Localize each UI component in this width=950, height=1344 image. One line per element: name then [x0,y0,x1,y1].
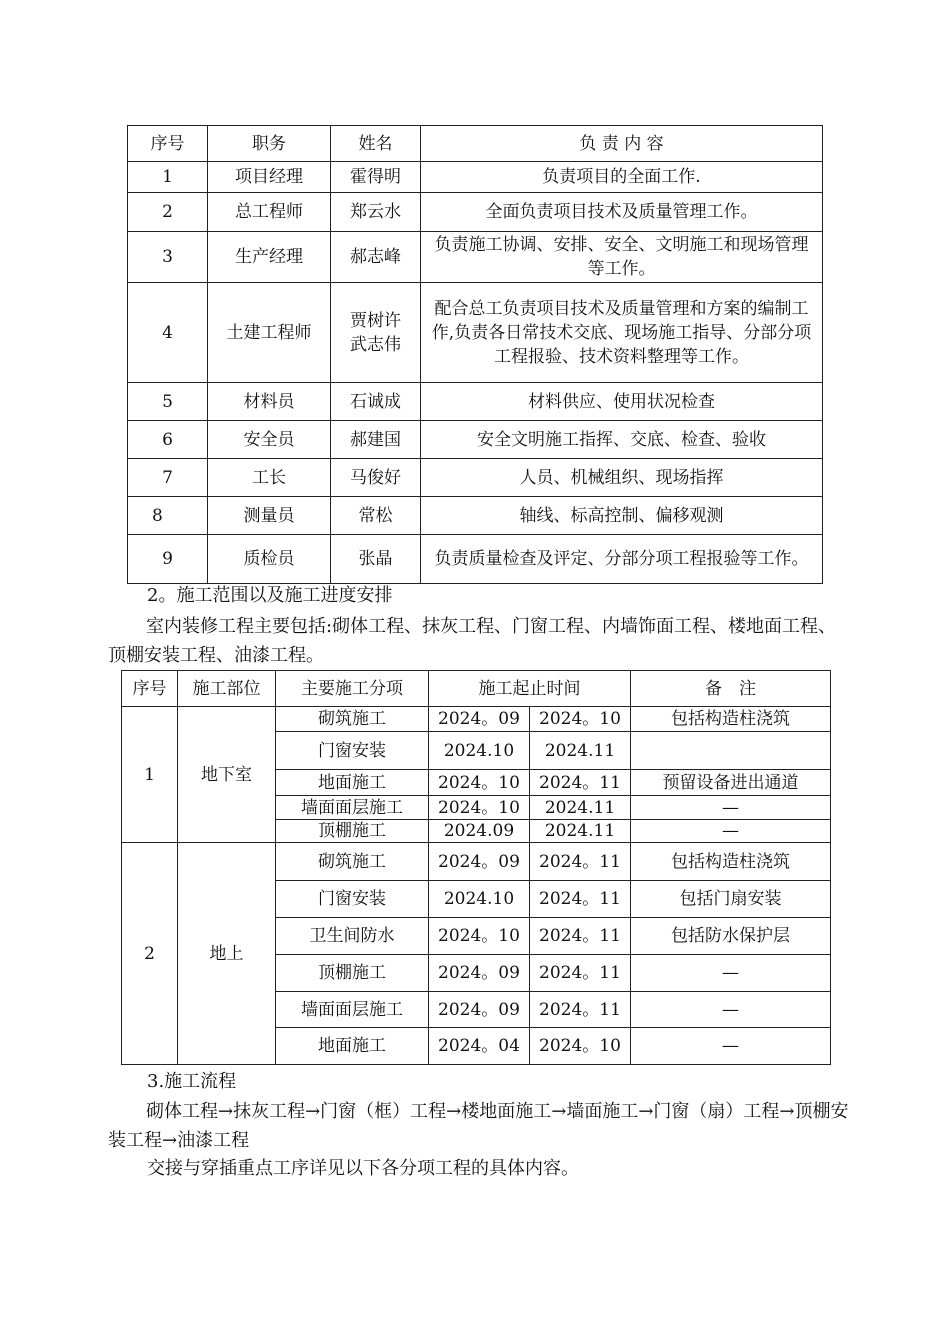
schedule-note: 包括门扇安装 [631,881,831,918]
staff-duty: 材料供应、使用状况检查 [421,383,823,421]
staff-header-row [128,126,823,162]
schedule-item: 砌筑施工 [276,707,429,732]
schedule-group-part: 地上 [178,843,276,1065]
schedule-group-part: 地下室 [178,707,276,843]
schedule-item: 墙面面层施工 [276,796,429,820]
schedule-item: 门窗安装 [276,881,429,918]
schedule-end: 2024。10 [530,1028,631,1065]
section3-heading: 3.施工流程 [147,1071,237,1092]
schedule-header-cell: 备 注 [631,671,831,707]
schedule-start: 2024.09 [429,820,530,843]
staff-name: 石诚成 [331,383,421,421]
schedule-note: 包括构造柱浇筑 [631,707,831,732]
staff-header-cell: 序号 [128,126,208,162]
staff-duty: 全面负责项目技术及质量管理工作。 [421,193,823,232]
staff-no: 1 [128,162,208,193]
staff-duty: 轴线、标高控制、偏移观测 [421,497,823,535]
staff-header-cell: 职务 [208,126,331,162]
staff-role: 质检员 [208,535,331,584]
table-row [128,497,823,535]
schedule-end: 2024。10 [530,707,631,732]
schedule-item: 地面施工 [276,770,429,796]
table-row [128,459,823,497]
staff-name: 常松 [331,497,421,535]
schedule-note: — [631,1028,831,1065]
schedule-note [631,732,831,770]
schedule-group-no: 2 [122,843,178,1065]
schedule-item: 砌筑施工 [276,843,429,881]
staff-name: 贾树许 武志伟 [331,283,421,383]
section3-note: 交接与穿插重点工序详见以下各分项工程的具体内容。 [147,1158,579,1179]
staff-duty: 负责项目的全面工作. [421,162,823,193]
schedule-group-no: 1 [122,707,178,843]
staff-role: 生产经理 [208,232,331,283]
schedule-note: — [631,820,831,843]
staff-no: 3 [128,232,208,283]
staff-no: 2 [128,193,208,232]
table-row [128,193,823,232]
staff-role: 工长 [208,459,331,497]
schedule-start: 2024。04 [429,1028,530,1065]
table-row [128,283,823,383]
schedule-note: 包括防水保护层 [631,918,831,955]
staff-name: 郝建国 [331,421,421,459]
staff-name: 马俊好 [331,459,421,497]
staff-no: 9 [128,535,208,584]
staff-duty: 负责施工协调、安排、安全、文明施工和现场管理等工作。 [421,232,823,283]
schedule-note: — [631,955,831,992]
table-row [128,162,823,193]
table-row [128,535,823,584]
staff-duty: 人员、机械组织、现场指挥 [421,459,823,497]
schedule-end: 2024。11 [530,770,631,796]
staff-duty: 配合总工负责项目技术及质量管理和方案的编制工作,负责各日常技术交底、现场施工指导、分部分项工程报验、技术资料整理等工作。 [421,283,823,383]
schedule-note: — [631,992,831,1028]
schedule-start: 2024.10 [429,732,530,770]
staff-no: 4 [128,283,208,383]
schedule-item: 地面施工 [276,1028,429,1065]
schedule-end: 2024。11 [530,843,631,881]
schedule-start: 2024.10 [429,881,530,918]
staff-role: 测量员 [208,497,331,535]
staff-role: 土建工程师 [208,283,331,383]
schedule-start: 2024。10 [429,918,530,955]
table-row [122,843,831,881]
schedule-start: 2024。09 [429,955,530,992]
staff-no: 5 [128,383,208,421]
staff-role: 总工程师 [208,193,331,232]
schedule-header-cell: 序号 [122,671,178,707]
schedule-start: 2024。09 [429,707,530,732]
construction-schedule-table [121,670,831,1065]
schedule-start: 2024。09 [429,992,530,1028]
schedule-item: 顶棚施工 [276,955,429,992]
schedule-start: 2024。10 [429,796,530,820]
schedule-header-cell: 施工起止时间 [429,671,631,707]
schedule-header-cell: 主要施工分项 [276,671,429,707]
section2-paragraph: 室内装修工程主要包括:砌体工程、抹灰工程、门窗工程、内墙饰面工程、楼地面工程、顶棚安装工程、油漆工程。 [108,616,837,666]
staff-duty: 安全文明施工指挥、交底、检查、验收 [421,421,823,459]
staff-role: 安全员 [208,421,331,459]
schedule-note: 预留设备进出通道 [631,770,831,796]
schedule-note: 包括构造柱浇筑 [631,843,831,881]
schedule-item: 门窗安装 [276,732,429,770]
schedule-item: 卫生间防水 [276,918,429,955]
schedule-item: 顶棚施工 [276,820,429,843]
schedule-start: 2024。09 [429,843,530,881]
schedule-header-row [122,671,831,707]
schedule-header-cell: 施工部位 [178,671,276,707]
staff-no: 7 [128,459,208,497]
schedule-end: 2024。11 [530,918,631,955]
staff-header-cell: 姓名 [331,126,421,162]
staff-no: 8 [128,497,208,535]
table-row [122,707,831,732]
schedule-end: 2024.11 [530,732,631,770]
schedule-end: 2024。11 [530,881,631,918]
staff-role: 项目经理 [208,162,331,193]
staff-responsibility-table [127,125,823,584]
staff-role: 材料员 [208,383,331,421]
schedule-end: 2024。11 [530,992,631,1028]
staff-name: 郑云水 [331,193,421,232]
staff-name: 张晶 [331,535,421,584]
schedule-item: 墙面面层施工 [276,992,429,1028]
schedule-end: 2024.11 [530,820,631,843]
staff-no: 6 [128,421,208,459]
process-flow-text: 砌体工程→抹灰工程→门窗（框）工程→楼地面施工→墙面施工→门窗（扇）工程→顶棚安装工程→油漆工程 [108,1101,849,1151]
schedule-end: 2024.11 [530,796,631,820]
table-row [128,421,823,459]
schedule-note: — [631,796,831,820]
section2-heading: 2。施工范围以及施工进度安排 [147,585,393,606]
staff-duty: 负责质量检查及评定、分部分项工程报验等工作。 [421,535,823,584]
schedule-start: 2024。10 [429,770,530,796]
table-row [128,383,823,421]
schedule-end: 2024。11 [530,955,631,992]
staff-header-cell: 负 责 内 容 [421,126,823,162]
staff-name: 郝志峰 [331,232,421,283]
staff-name: 霍得明 [331,162,421,193]
table-row [128,232,823,283]
